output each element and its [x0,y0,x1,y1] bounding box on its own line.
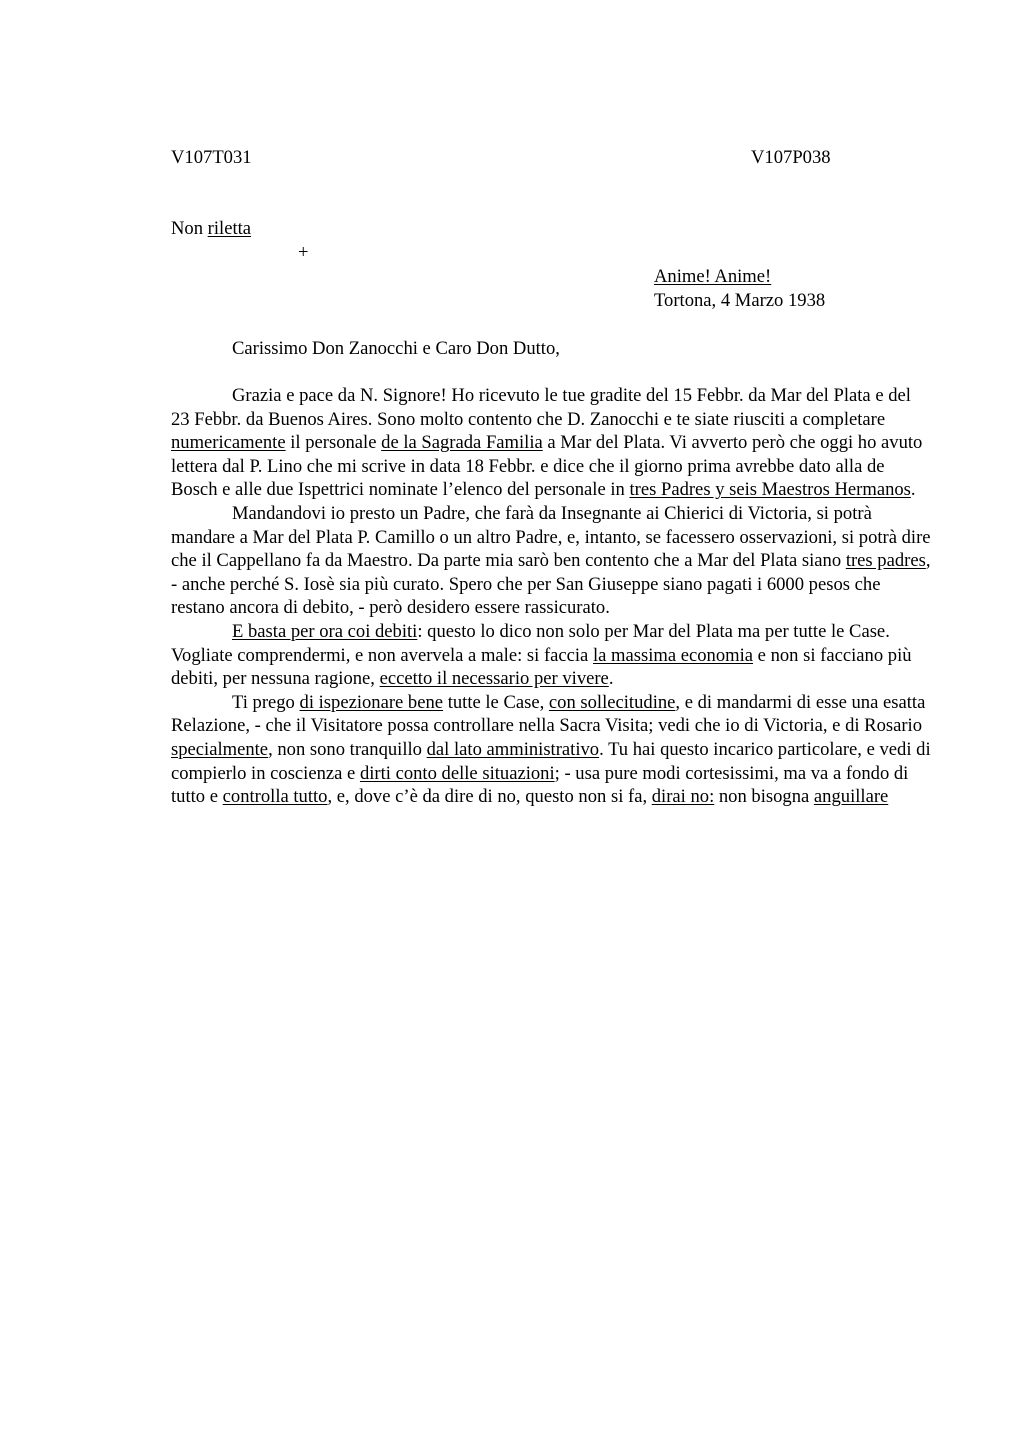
paragraph-text: e non si facciano più debiti, per nessuna ragione, [171,644,912,690]
place-date: Tortona, 4 Marzo 1938 [654,290,826,311]
paragraph-text: ; - usa pure modi cortesissimi, ma va a fondo di tutto e [171,762,909,808]
letter-paragraph [171,384,931,502]
paragraph-text: Grazia e pace da N. Signore! Ho ricevuto le tue gradite del 15 Febbr. da Mar del Plata e del 23 Febbr. da Buenos Aires. Sono molto contento che D. Zanocchi e te siate riusciti a completare [171,385,911,430]
paragraph-text: , e, dove c’è da dire di no, questo non si fa, [327,786,652,808]
underlined-text: di ispezionare bene [299,691,444,713]
underlined-text: con sollecitudine [548,691,676,713]
underlined-text: specialmente [171,738,269,760]
paragraph-text: Mandandovi io presto un Padre, che farà da Insegnante ai Chierici di Victoria, si potrà mandare a Mar del Plata P. Camillo o un altro Padre, e, intanto, se facessero osservazioni, si potrà dire che il Cappellano fa da Maestro. Da parte mia sarò ben contento che a Mar del Plata siano [171,502,931,572]
paragraph-text: Ti prego [232,691,300,713]
underlined-text: dirti conto delle situazioni [359,762,555,784]
letter-paragraph [171,691,931,809]
cross-mark: + [298,242,309,263]
motto: Anime! Anime! [654,266,772,287]
paragraph-text: . Tu hai questo incarico particolare, e vedi di compierlo in coscienza e [171,738,931,784]
paragraph-text: . [910,479,916,501]
underlined-text: controlla tutto [222,786,328,808]
paragraph-text: : questo lo dico non solo per Mar del Plata ma per tutte le Case. Vogliate comprendermi, e non avervela a male: si faccia [171,620,890,666]
paragraph-text: il personale [285,432,382,454]
document-code-right: V107P038 [751,147,831,168]
paragraph-text: , - anche perché S. Iosè sia più curato. Spero che per San Giuseppe siano pagati i 6000 pesos che restano ancora di debito, - però desidero essere rassicurato. [171,550,931,619]
paragraph-text: non bisogna [714,786,814,808]
paragraph-text: , e di mandarmi di esse una esatta Relazione, - che il Visitatore possa controllare nella Sacra Visita; vedi che io di Victoria, e di Rosario [171,691,926,737]
underlined-text: numericamente [171,432,286,454]
letter-body [171,384,931,809]
underlined-text: tres Padres y seis Maestros Hermanos [629,479,911,501]
paragraph-text: , non sono tranquillo [268,738,427,760]
underlined-text: la massima economia [592,644,754,666]
underlined-text: dal lato amministrativo [426,738,600,760]
underlined-text: E basta per ora coi debiti [232,620,418,642]
underlined-text: anguillare [813,786,889,808]
paragraph-text: . [608,668,614,690]
letter-paragraph [171,620,931,691]
underlined-text: de la Sagrada Familia [381,432,543,454]
salutation: Carissimo Don Zanocchi e Caro Don Dutto, [232,338,560,359]
review-note-underlined: riletta [207,218,252,239]
letter-paragraph [171,502,931,620]
underlined-text: eccetto il necessario per vivere [379,668,609,690]
document-code-left: V107T031 [171,147,252,168]
paragraph-text: tutte le Case, [443,691,549,713]
underlined-text: tres padres [845,550,926,572]
review-note [171,217,251,241]
review-note-prefix: Non [171,218,208,239]
paragraph-text: a Mar del Plata. Vi avverto però che oggi ho avuto lettera dal P. Lino che mi scrive in data 18 Febbr. e dice che il giorno prima avrebbe dato alla de Bosch e alle due Ispettrici nominate l’elenco del personale in [171,432,923,501]
underlined-text: dirai no: [651,786,715,808]
